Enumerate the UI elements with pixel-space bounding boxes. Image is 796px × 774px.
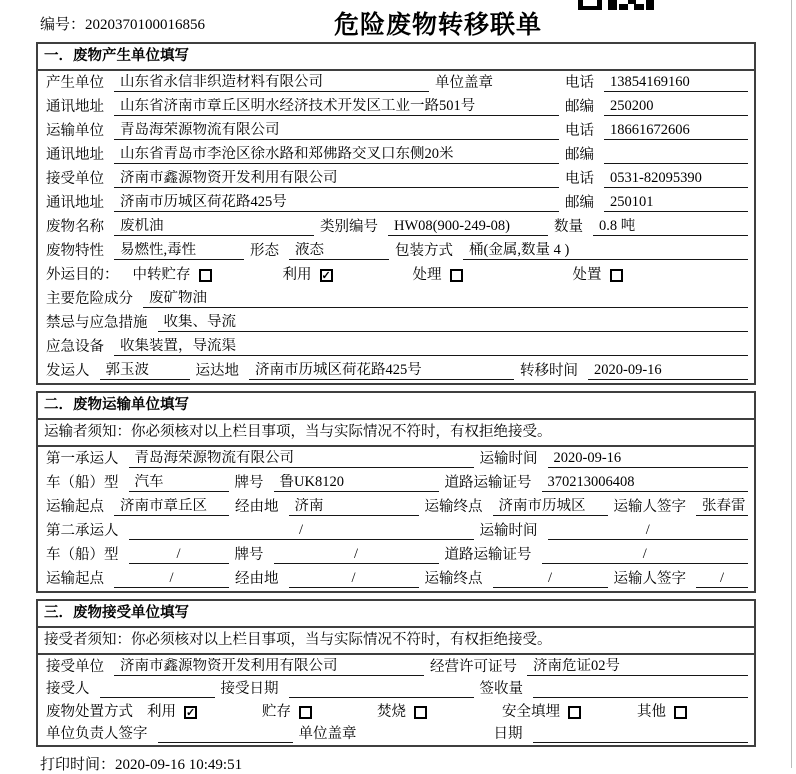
field-label: 电话	[565, 75, 594, 91]
checkbox-label: 贮存	[262, 703, 291, 720]
field-label: 外运目的：	[46, 267, 119, 283]
unchecked-checkbox-icon	[610, 269, 623, 282]
field-value: 山东省永信非织造材料有限公司	[114, 74, 429, 92]
field-value: /	[696, 570, 748, 588]
field-label: 接受人	[46, 681, 90, 697]
field-value: /	[129, 546, 229, 564]
field-value: 液态	[289, 242, 389, 260]
page-title: 危险废物转移联单	[333, 12, 542, 39]
field-value: /	[114, 570, 229, 588]
form-row	[38, 519, 754, 543]
checkbox-item	[373, 704, 498, 721]
unchecked-checkbox-icon	[674, 706, 687, 719]
form-row	[38, 471, 754, 495]
field-value: 山东省青岛市李沧区徐水路和郑佛路交叉口东侧20米	[114, 146, 559, 164]
form-sections	[0, 42, 796, 747]
form-row	[38, 543, 754, 567]
checkbox-item	[143, 704, 258, 721]
unchecked-checkbox-icon	[568, 706, 581, 719]
form-row	[38, 95, 754, 119]
form-row	[38, 311, 754, 335]
field-label: 第一承运人	[46, 451, 119, 467]
field-label: 接受单位	[46, 171, 104, 187]
field-value	[158, 725, 293, 743]
field-label: 接受单位	[46, 658, 104, 675]
field-label: 废物特性	[46, 243, 104, 259]
field-label: 废物处置方式	[46, 703, 133, 720]
unchecked-checkbox-icon	[414, 706, 427, 719]
field-label: 经由地	[235, 571, 279, 587]
checked-checkbox-icon: ✓	[186, 706, 196, 719]
serial-label: 编号：	[40, 17, 86, 33]
field-value: HW08(900-249-08)	[388, 218, 548, 236]
section-title: 二．废物运输单位填写	[38, 393, 754, 420]
field-value	[533, 680, 748, 698]
field-label: 运输人签字	[613, 499, 686, 515]
field-value: 山东省济南市章丘区明水经济技术开发区工业一路501号	[114, 98, 559, 116]
qr-code-fragment-icon	[578, 0, 654, 10]
field-value: 废机油	[114, 218, 314, 236]
field-value: 济南市鑫源物资开发利用有限公司	[114, 658, 424, 676]
field-label: 车（船）型	[46, 475, 119, 491]
field-value: /	[542, 546, 749, 564]
checkbox-label: 利用	[147, 703, 176, 720]
print-time	[40, 753, 796, 774]
field-label: 形态	[250, 243, 279, 259]
field-value: /	[274, 546, 439, 564]
field-label: 第二承运人	[46, 523, 119, 539]
field-value: 鲁UK8120	[274, 474, 439, 492]
checkbox-item	[258, 704, 373, 721]
field-value: 250200	[604, 98, 748, 116]
field-value	[100, 680, 215, 698]
field-label: 主要危险成分	[46, 291, 133, 307]
field-value: 桶(金属,数量 4 )	[463, 242, 748, 260]
field-label: 通讯地址	[46, 99, 104, 115]
field-label: 签收量	[479, 681, 523, 697]
field-value: 汽车	[129, 474, 229, 492]
field-value: 250101	[604, 194, 748, 212]
field-label: 电话	[565, 171, 594, 187]
field-value: 济南市历城区荷花路425号	[249, 362, 514, 380]
field-label: 类别编号	[320, 219, 378, 235]
field-label: 邮编	[565, 147, 594, 163]
field-label: 转移时间	[520, 363, 578, 379]
form-row	[38, 119, 754, 143]
field-label: 运输终点	[424, 571, 483, 587]
field-value: /	[493, 570, 608, 588]
field-value: 济南市鑫源物资开发利用有限公司	[114, 170, 559, 188]
form-row	[38, 239, 754, 263]
page-edge-line	[791, 0, 792, 768]
field-label: 日期	[493, 726, 523, 742]
field-value: 济南市章丘区	[114, 498, 229, 516]
form-row	[38, 191, 754, 215]
checkbox-label: 利用	[282, 267, 312, 283]
form-row	[38, 263, 754, 287]
form-row	[38, 143, 754, 167]
field-value: 废矿物油	[143, 290, 748, 308]
checked-checkbox-icon: ✓	[321, 270, 331, 282]
field-label: 单位盖章	[435, 75, 493, 91]
section-notice: 运输者须知：你必须核对以上栏目事项，当与实际情况不符时，有权拒绝接受。	[38, 420, 754, 447]
section-notice: 接受者须知：你必须核对以上栏目事项，当与实际情况不符时，有权拒绝接受。	[38, 628, 754, 655]
field-label: 禁忌与应急措施	[46, 315, 148, 331]
field-value: 0531-82095390	[604, 170, 748, 188]
field-label: 运输人签字	[613, 571, 686, 587]
field-label: 邮编	[565, 99, 594, 115]
checkbox-label: 处理	[412, 267, 442, 283]
checkbox-label: 中转贮存	[132, 267, 191, 283]
unchecked-checkbox-icon	[299, 706, 312, 719]
field-label: 牌号	[234, 547, 264, 563]
field-value: 2020-09-16	[548, 450, 749, 468]
section-1-table	[36, 42, 756, 385]
checkbox-item	[409, 267, 569, 284]
field-label: 数量	[554, 219, 583, 235]
section-3-table	[36, 599, 756, 747]
field-value: 张春雷	[696, 498, 748, 516]
checkbox-item	[569, 267, 623, 284]
form-row	[38, 335, 754, 359]
field-value: 青岛海荣源物流有限公司	[114, 122, 559, 140]
field-label: 电话	[565, 123, 594, 139]
checkbox-label: 处置	[572, 267, 602, 283]
unchecked-checkbox-icon	[199, 269, 212, 282]
field-label: 单位盖章	[298, 726, 357, 742]
checkbox-item	[279, 267, 409, 284]
field-value: /	[129, 522, 474, 540]
field-value: 济南危证02号	[527, 658, 748, 676]
field-value	[289, 680, 474, 698]
field-value	[604, 146, 748, 164]
serial-value: 2020370100016856	[85, 17, 206, 33]
form-row	[38, 447, 754, 471]
checkbox-item	[633, 704, 687, 721]
field-label: 运输时间	[479, 451, 538, 467]
field-label: 运输起点	[46, 571, 104, 587]
form-row	[38, 495, 754, 519]
field-label: 发运人	[46, 363, 90, 379]
field-label: 运输终点	[424, 499, 483, 515]
print-time-value: 2020-09-16 10:49:51	[115, 757, 243, 773]
unchecked-checkbox-icon	[450, 269, 463, 282]
form-row	[38, 71, 754, 95]
field-value: 济南市历城区	[493, 498, 608, 516]
field-label: 接受日期	[220, 681, 279, 697]
field-label: 车（船）型	[46, 547, 119, 563]
field-label: 应急设备	[46, 339, 104, 355]
form-row	[38, 678, 754, 701]
field-label: 邮编	[565, 195, 594, 211]
form-row	[38, 567, 754, 591]
field-label: 废物名称	[46, 219, 104, 235]
field-value: 郭玉波	[100, 362, 190, 380]
section-title: 三．废物接受单位填写	[38, 601, 754, 628]
field-value: 13854169160	[604, 74, 748, 92]
field-value: /	[548, 522, 749, 540]
section-2-table	[36, 391, 756, 593]
checkbox-label: 安全填埋	[502, 703, 560, 720]
form-row	[38, 655, 754, 678]
field-value: 易燃性,毒性	[114, 242, 244, 260]
checkbox-item	[129, 267, 279, 284]
field-label: 包装方式	[395, 243, 453, 259]
checkbox-label: 焚烧	[377, 703, 406, 720]
form-row	[38, 287, 754, 311]
checkbox-item	[498, 704, 633, 721]
field-value: 18661672606	[604, 122, 748, 140]
field-value	[533, 725, 749, 743]
field-label: 经营许可证号	[430, 658, 517, 675]
field-label: 通讯地址	[46, 147, 104, 163]
print-time-label: 打印时间：	[40, 757, 116, 773]
section-title: 一．废物产生单位填写	[38, 44, 754, 71]
field-value: 2020-09-16	[588, 362, 748, 380]
field-label: 通讯地址	[46, 195, 104, 211]
field-label: 牌号	[234, 475, 264, 491]
field-value: 收集、导流	[158, 314, 749, 332]
field-value: 收集装置，导流渠	[114, 338, 748, 356]
field-label: 经由地	[235, 499, 279, 515]
form-row	[38, 723, 754, 746]
field-value: 济南市历城区荷花路425号	[114, 194, 559, 212]
field-label: 运输时间	[479, 523, 538, 539]
field-value: 济南	[289, 498, 419, 516]
field-label: 单位负责人签字	[46, 726, 148, 742]
field-label: 运达地	[195, 363, 239, 379]
field-label: 运输单位	[46, 123, 104, 139]
field-value: 0.8 吨	[593, 218, 748, 236]
form-row	[38, 215, 754, 239]
form-row	[38, 167, 754, 191]
field-value: /	[289, 570, 419, 588]
field-value: 370213006408	[542, 474, 749, 492]
checkbox-label: 其他	[637, 703, 666, 720]
form-row	[38, 700, 754, 723]
form-row	[38, 359, 754, 383]
field-label: 道路运输证号	[444, 547, 532, 563]
field-label: 运输起点	[46, 499, 104, 515]
field-label: 道路运输证号	[444, 475, 532, 491]
field-label: 产生单位	[46, 75, 104, 91]
field-value: 青岛海荣源物流有限公司	[129, 450, 474, 468]
document-header	[0, 0, 796, 42]
